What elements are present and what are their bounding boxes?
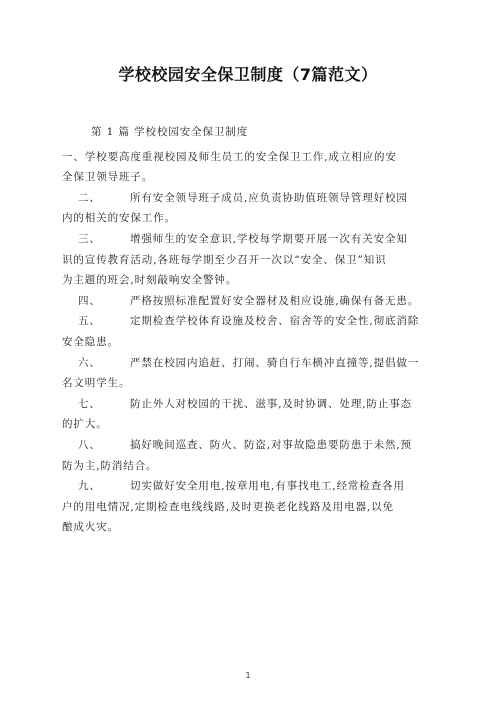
item-text: 严禁在校园内追赶、打闹、骑自行车横冲直撞等,提倡做一 bbox=[130, 356, 420, 369]
document-title: 学校校园安全保卫制度（7篇范文） bbox=[118, 65, 378, 84]
paragraph-line bbox=[62, 229, 436, 250]
paragraph-line: 识的宣传教育活动,各班每学期至少召开一次以“安全、保卫”知识 bbox=[62, 253, 387, 266]
paragraph-line bbox=[62, 188, 436, 209]
paragraph-line bbox=[62, 291, 436, 312]
item-number: 七、 bbox=[78, 397, 101, 410]
item-number: 二、 bbox=[78, 191, 101, 204]
item-text: 增强师生的安全意识,学校每学期要开展一次有关安全知 bbox=[130, 232, 408, 245]
paragraph-line: 全保卫领导班子。 bbox=[62, 171, 154, 184]
item-text: 切实做好安全用电,按章用电,有事找电工,经常检查各用 bbox=[130, 480, 405, 493]
item-number: 五、 bbox=[78, 315, 101, 328]
item-text: 防止外人对校园的干扰、滋事,及时协调、处理,防止事态 bbox=[130, 397, 413, 410]
item-text: 所有安全领导班子成员,应负责协助值班领导管理好校园 bbox=[130, 191, 408, 204]
item-text: 定期检查学校体育设施及校舍、宿舍等的安全性,彻底消除 bbox=[130, 315, 420, 328]
paragraph-line: 防为主,防消结合。 bbox=[62, 459, 158, 472]
document-body bbox=[62, 122, 436, 538]
paragraph-line: 一、学校要高度重视校园及师生员工的安全保卫工作,成立相应的安 bbox=[62, 150, 397, 163]
item-number: 三、 bbox=[78, 232, 101, 245]
item-number: 四、 bbox=[78, 294, 101, 307]
paragraph-line: 酿成火灾。 bbox=[62, 521, 119, 534]
paragraph-line: 的扩大。 bbox=[62, 418, 108, 431]
paragraph-line: 户的用电情况,定期检查电线线路,及时更换老化线路及用电器,以免 bbox=[62, 500, 394, 513]
item-number: 八、 bbox=[78, 438, 101, 451]
paragraph-line bbox=[62, 394, 436, 415]
paragraph-line: 名文明学生。 bbox=[62, 377, 131, 390]
item-number: 九、 bbox=[78, 480, 101, 493]
section-heading: 第 1 篇 学校校园安全保卫制度 bbox=[91, 126, 249, 138]
item-number: 六、 bbox=[78, 356, 101, 369]
paragraph-line bbox=[62, 476, 436, 497]
item-text: 搞好晚间巡查、防火、防盗,对事故隐患要防患于未然,预 bbox=[130, 438, 413, 451]
paragraph-line bbox=[62, 311, 436, 332]
item-text: 严格按照标准配置好安全器材及相应设施,确保有备无患。 bbox=[130, 294, 420, 307]
paragraph-line: 安全隐患。 bbox=[62, 335, 119, 348]
paragraph-line: 为主题的班会,时刻敲响安全警钟。 bbox=[62, 274, 238, 287]
page-number: 1 bbox=[245, 671, 251, 680]
paragraph-line bbox=[62, 435, 436, 456]
paragraph-line: 内的相关的安保工作。 bbox=[62, 212, 176, 225]
paragraph-line bbox=[62, 353, 436, 374]
